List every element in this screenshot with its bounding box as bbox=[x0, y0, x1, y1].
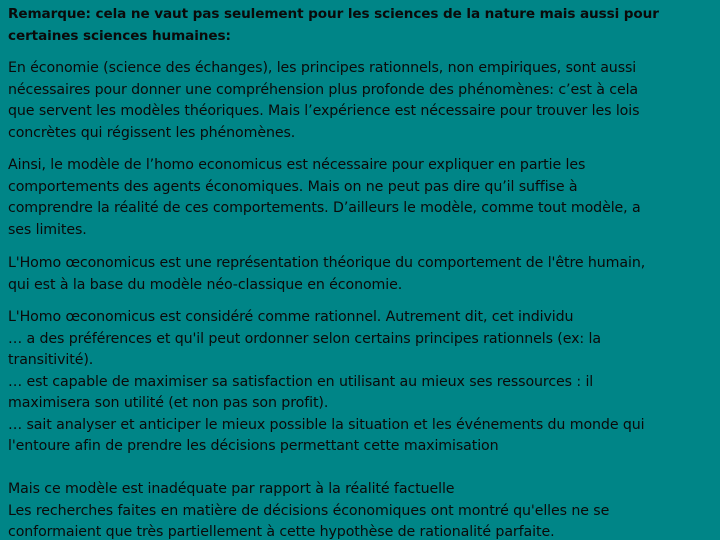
text-line: … a des préférences et qu'il peut ordonner selon certains principes rationnels (ex: la bbox=[8, 330, 601, 347]
economics-paragraph bbox=[8, 58, 698, 144]
text-line: comportements des agents économiques. Mais on ne peut pas dire qu’il suffise à bbox=[8, 178, 578, 195]
remark-paragraph bbox=[8, 4, 698, 47]
text-line: comprendre la réalité de ces comportements. D’ailleurs le modèle, comme tout modèle, a bbox=[8, 200, 641, 216]
text-line: Mais ce modèle est inadéquate par rapport à la réalité factuelle bbox=[8, 481, 455, 497]
text-line: Ainsi, le modèle de l’homo economicus est nécessaire pour expliquer en partie les bbox=[8, 157, 586, 173]
text-line: l'entoure afin de prendre les décisions permettant cette maximisation bbox=[8, 438, 499, 454]
text-line: Remarque: cela ne vaut pas seulement pour les sciences de la nature mais aussi pour bbox=[8, 6, 659, 22]
text-line: ses limites. bbox=[8, 221, 87, 238]
homo-model-paragraph bbox=[8, 155, 698, 241]
text-line: que servent les modèles théoriques. Mais l’expérience est nécessaire pour trouver les lois bbox=[8, 103, 640, 119]
rational-paragraph bbox=[8, 307, 698, 458]
text-line: nécessaires pour donner une compréhension plus profonde des phénomènes: c’est à cela bbox=[8, 81, 639, 98]
text-line: certaines sciences humaines: bbox=[8, 27, 231, 44]
text-line: … sait analyser et anticiper le mieux possible la situation et les événements du monde qui bbox=[8, 416, 645, 433]
text-line: Les recherches faites en matière de décisions économiques ont montré qu'elles ne se bbox=[8, 502, 610, 519]
text-line: maximisera son utilité (et non pas son profit). bbox=[8, 395, 329, 411]
text-line: qui est à la base du modèle néo-classique en économie. bbox=[8, 276, 403, 293]
text-line: L'Homo œconomicus est considéré comme rationnel. Autrement dit, cet individu bbox=[8, 309, 574, 325]
definition-paragraph bbox=[8, 253, 698, 296]
critique-paragraph bbox=[8, 479, 698, 540]
text-line: concrètes qui régissent les phénomènes. bbox=[8, 124, 296, 141]
text-line: … est capable de maximiser sa satisfaction en utilisant au mieux ses ressources : il bbox=[8, 373, 594, 390]
text-line: En économie (science des échanges), les principes rationnels, non empiriques, sont aussi bbox=[8, 60, 637, 76]
text-line: transitivité). bbox=[8, 352, 94, 368]
text-line: L'Homo œconomicus est une représentation théorique du comportement de l'être humain, bbox=[8, 255, 646, 271]
text-line: conformaient que très partiellement à cette hypothèse de rationalité parfaite. bbox=[8, 524, 555, 540]
